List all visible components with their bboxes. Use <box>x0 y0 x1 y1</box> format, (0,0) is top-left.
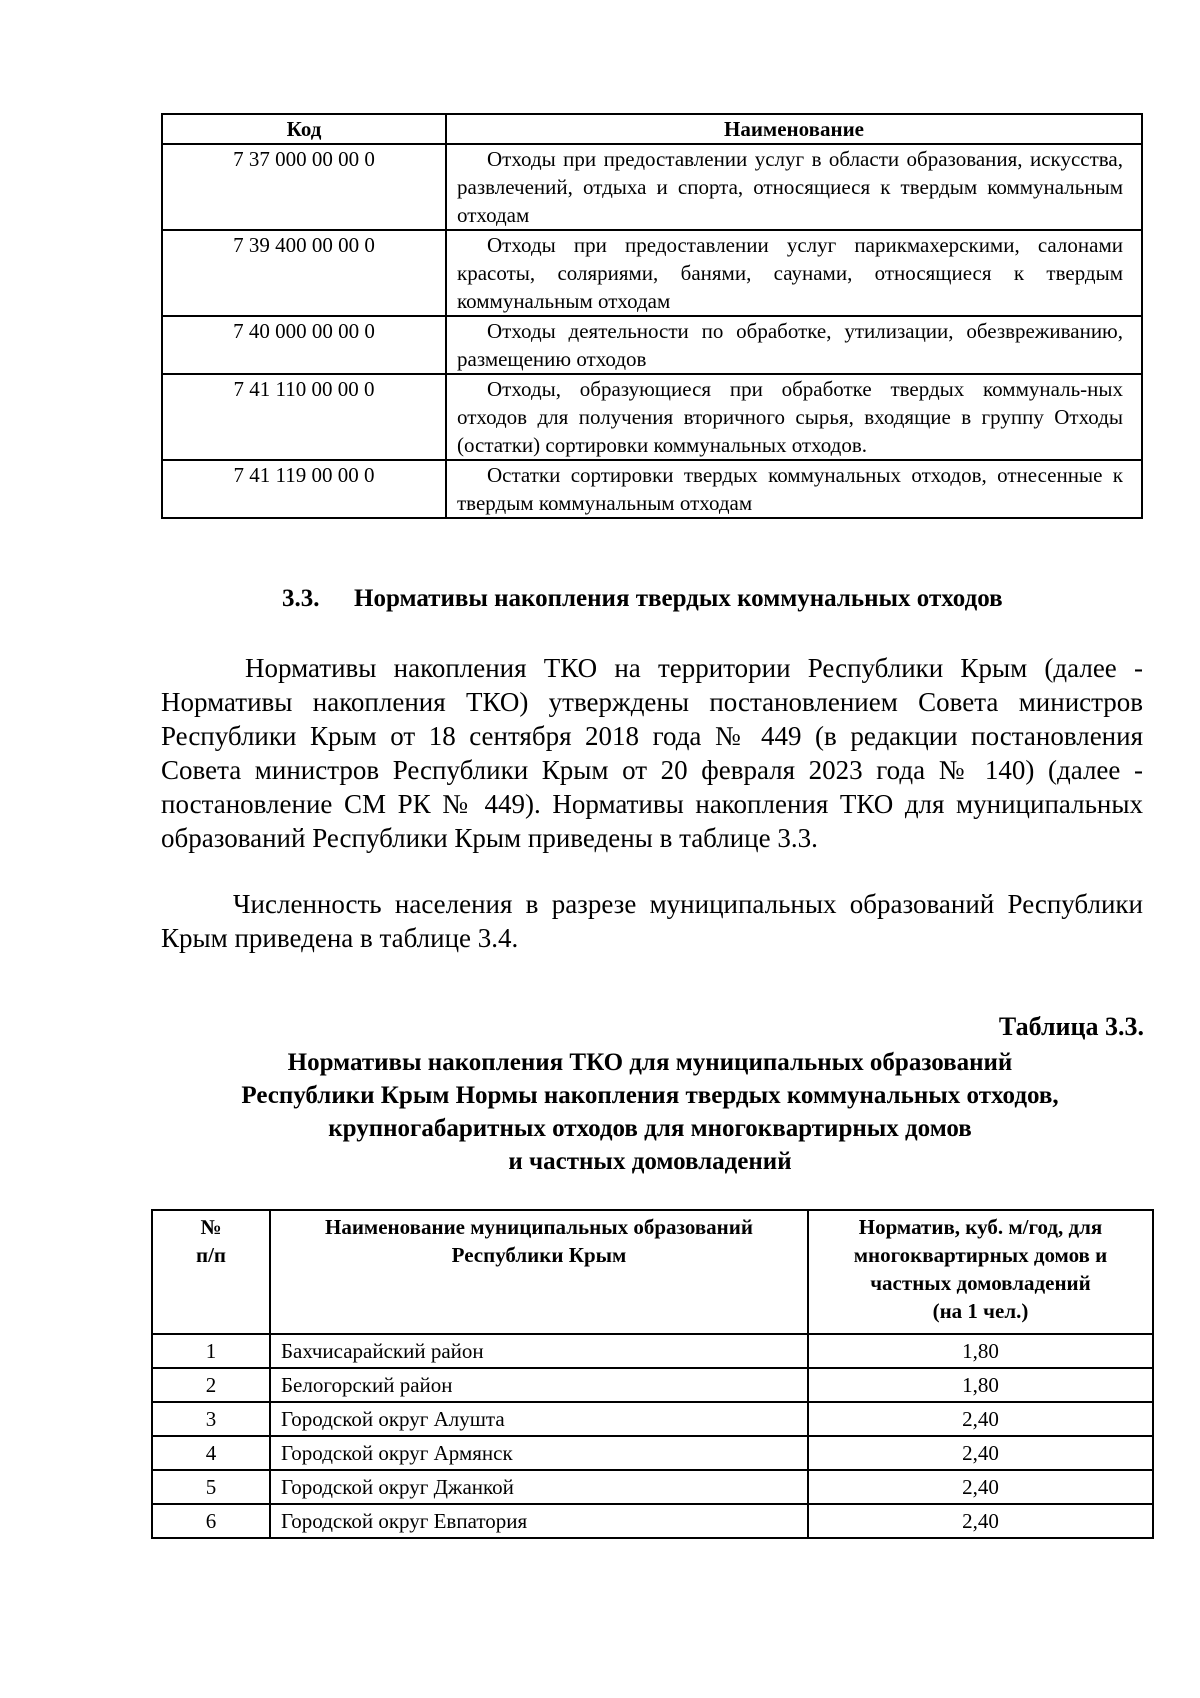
waste-code: 7 41 119 00 00 0 <box>162 460 446 518</box>
header-line: п/п <box>195 1243 227 1267</box>
waste-name: Отходы при предоставлении услуг парикмахерскими, салонами красоты, соляриями, банями, саунами, относящиеся к твердым коммунальным отходам <box>446 230 1142 316</box>
norm-value: 2,40 <box>808 1436 1153 1470</box>
table-row <box>162 144 1142 230</box>
column-header-municipality <box>270 1210 808 1334</box>
waste-name: Отходы, образующиеся при обработке твердых коммуналь-ных отходов для получения вторичного сырья, входящие в группу Отходы (остатки) сортировки коммунальных отходов. <box>446 374 1142 460</box>
waste-name: Остатки сортировки твердых коммунальных отходов, отнесенные к твердым коммунальным отходам <box>446 460 1142 518</box>
row-number: 4 <box>152 1436 270 1470</box>
municipality-name: Белогорский район <box>270 1368 808 1402</box>
table-row <box>152 1470 1153 1504</box>
section-title: Нормативы накопления твердых коммунальных отходов <box>354 585 1003 612</box>
column-header-norm <box>808 1210 1153 1334</box>
table-title-line: крупногабаритных отходов для многоквартирных домов <box>328 1115 972 1142</box>
row-number: 5 <box>152 1470 270 1504</box>
header-line: частных домовладений <box>870 1271 1091 1295</box>
table-title-line: Нормативы накопления ТКО для муниципальных образований <box>287 1049 1013 1076</box>
norm-value: 2,40 <box>808 1470 1153 1504</box>
header-line: многоквартирных домов и <box>853 1243 1108 1267</box>
table-header-row <box>152 1210 1153 1334</box>
header-line: Наименование муниципальных образований <box>325 1215 753 1239</box>
table-row <box>162 460 1142 518</box>
header-line: (на 1 чел.) <box>932 1299 1029 1323</box>
waste-code: 7 37 000 00 00 0 <box>162 144 446 230</box>
norm-value: 1,80 <box>808 1334 1153 1368</box>
body-paragraph: Численность населения в разрезе муниципальных образований Республики Крым приведена в таблице 3.4. <box>161 889 1143 953</box>
norm-value: 2,40 <box>808 1504 1153 1538</box>
column-header-code: Код <box>162 114 446 144</box>
row-number: 2 <box>152 1368 270 1402</box>
table-row <box>152 1334 1153 1368</box>
municipality-name: Городской округ Алушта <box>270 1402 808 1436</box>
header-line: № <box>200 1215 222 1239</box>
header-line: Норматив, куб. м/год, для <box>858 1215 1103 1239</box>
body-paragraph: Нормативы накопления ТКО на территории Республики Крым (далее - Нормативы накопления ТКО) утверждены постановлением Совета министров Республики Крым от 18 сентября 2018 года № 449 (в редакции постановления Совета министров Республики Крым от 20 февраля 2023 года № 140) (далее - постановление СМ РК № 449). Нормативы накопления ТКО для муниципальных образований Республики Крым приведены в таблице 3.3. <box>161 653 1143 853</box>
table-title-line: и частных домовладений <box>508 1148 792 1175</box>
table-header-row <box>162 114 1142 144</box>
norm-value: 2,40 <box>808 1402 1153 1436</box>
table-row <box>152 1402 1153 1436</box>
waste-code: 7 39 400 00 00 0 <box>162 230 446 316</box>
row-number: 1 <box>152 1334 270 1368</box>
table-label: Таблица 3.3. <box>998 1012 1144 1041</box>
municipality-name: Городской округ Армянск <box>270 1436 808 1470</box>
row-number: 3 <box>152 1402 270 1436</box>
table-title-line: Республики Крым Нормы накопления твердых коммунальных отходов, <box>241 1082 1059 1109</box>
table-row <box>152 1436 1153 1470</box>
section-number: 3.3. <box>282 585 320 612</box>
column-header-name: Наименование <box>446 114 1142 144</box>
waste-code: 7 40 000 00 00 0 <box>162 316 446 374</box>
table-row <box>152 1504 1153 1538</box>
row-number: 6 <box>152 1504 270 1538</box>
municipality-name: Городской округ Джанкой <box>270 1470 808 1504</box>
waste-codes-table <box>161 113 1143 519</box>
table-row <box>162 230 1142 316</box>
municipality-name: Бахчисарайский район <box>270 1334 808 1368</box>
norms-table <box>151 1209 1154 1539</box>
waste-name: Отходы при предоставлении услуг в области образования, искусства, развлечений, отдыха и спорта, относящиеся к твердым коммунальным отходам <box>446 144 1142 230</box>
table-row <box>152 1368 1153 1402</box>
table-row <box>162 316 1142 374</box>
table-title <box>150 1046 1150 1178</box>
waste-name: Отходы деятельности по обработке, утилизации, обезвреживанию, размещению отходов <box>446 316 1142 374</box>
municipality-name: Городской округ Евпатория <box>270 1504 808 1538</box>
column-header-number <box>152 1210 270 1334</box>
waste-code: 7 41 110 00 00 0 <box>162 374 446 460</box>
table-row <box>162 374 1142 460</box>
header-line: Республики Крым <box>451 1243 627 1267</box>
section-heading <box>282 585 1003 613</box>
norm-value: 1,80 <box>808 1368 1153 1402</box>
